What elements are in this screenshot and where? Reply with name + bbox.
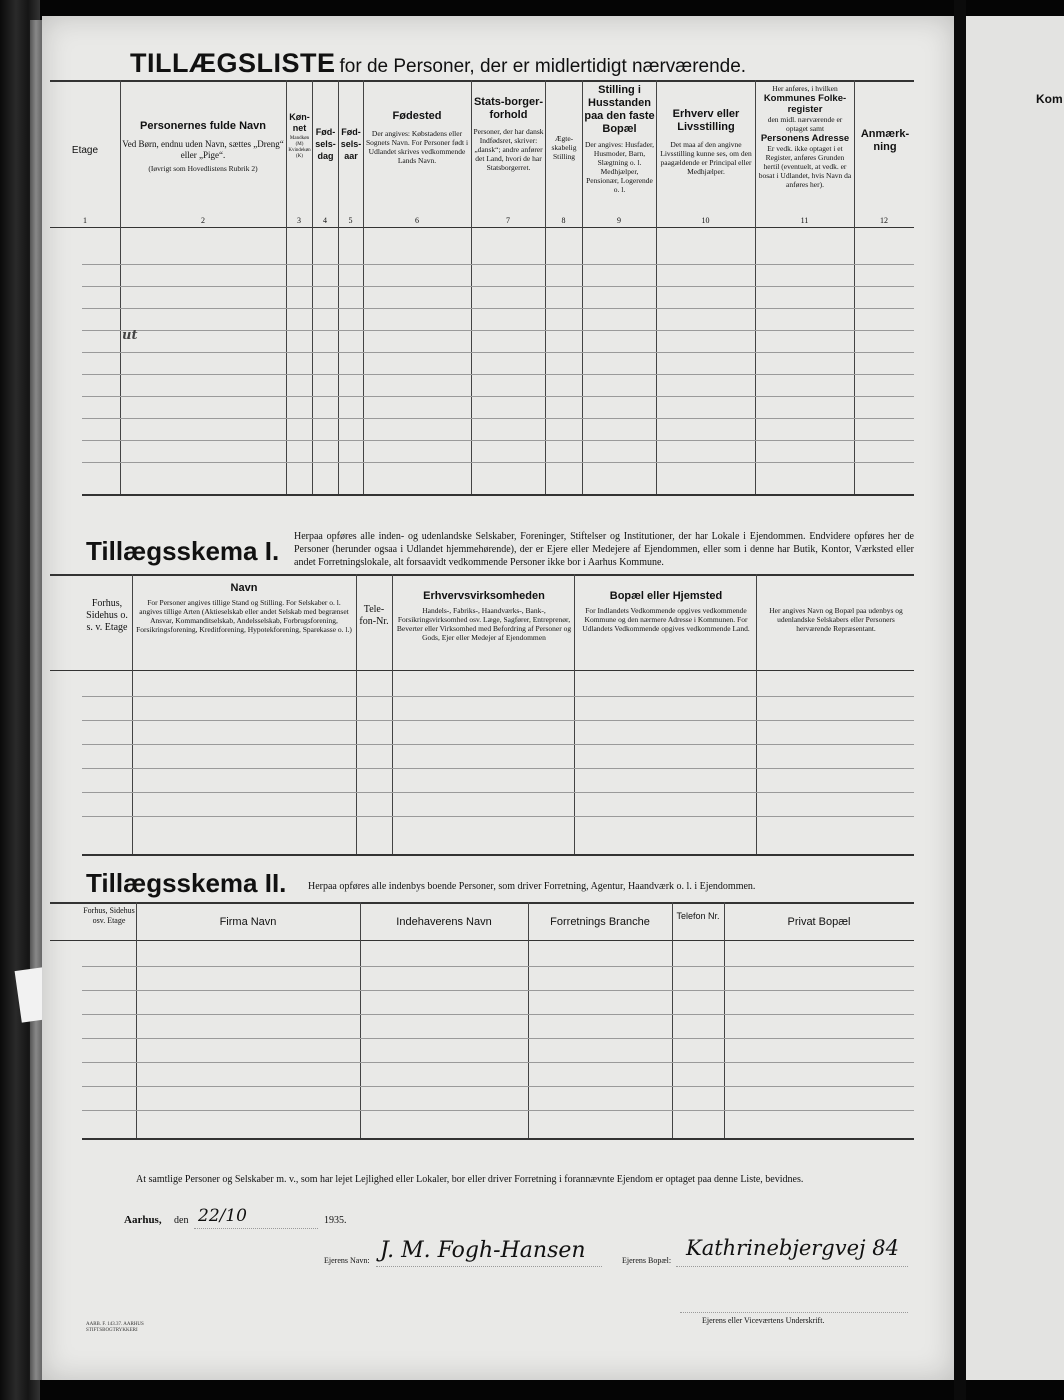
- main-table-bottom: [82, 494, 914, 496]
- col6-header: [365, 110, 469, 165]
- year: 1935.: [324, 1215, 347, 1226]
- col7-sub: Personer, der har dansk Indfødsret, skriver: „dansk“; andre anfører det Land, hvori de har Statsborgerret.: [473, 127, 544, 172]
- col3-sub: Mandkøn (M) Kvindekøn (K): [288, 136, 311, 159]
- col-sep: [756, 574, 757, 854]
- col12-head: Anmærk-ning: [860, 128, 910, 153]
- skema1-intro: Herpaa opføres alle inden- og udenlandske Selskaber, Foreninger, Stiftelser og Institutioner, der har Lokale i Ejendommen. Endvidere opføres her de Personer (herunder ogsaa i Udlandet hjemmehørende), der er Ejere eller Medejere af Ejendommen, eller som i denne har Butik, Kontor, Værksted eller andet Forretningslokale, alt forsaavidt vedkommende Personer ikke bor i Aarhus Kommune.: [294, 531, 914, 568]
- col-sep: [471, 80, 472, 494]
- col11-header: [757, 84, 853, 189]
- skema1-bottom: [82, 854, 914, 856]
- skema2-top: [50, 902, 914, 904]
- owner-name-handwritten: J. M. Fogh-Hansen: [380, 1238, 586, 1263]
- col2-note: (Iøvrigt som Hovedlistens Rubrik 2): [148, 164, 258, 173]
- den-label: den: [174, 1215, 189, 1226]
- col-number: 8: [561, 216, 566, 225]
- col-sep: [582, 80, 583, 494]
- col8-header: [546, 134, 582, 161]
- col-number: 11: [800, 216, 809, 225]
- col-number: 5: [348, 216, 353, 225]
- row-rule: [82, 1014, 914, 1015]
- col2-sub: Ved Børn, endnu uden Navn, sættes „Dreng“ eller „Pige“.: [122, 139, 284, 160]
- col5-head: Fød-sels-aar: [340, 127, 362, 161]
- col11-sub: den midl. nærværende er optaget samt: [767, 115, 843, 133]
- skema2-col3: Indehaverens Navn: [396, 916, 492, 928]
- col2-head: Personernes fulde Navn: [140, 120, 266, 132]
- col-sep: [136, 902, 137, 1138]
- skema1-col5-head: Bopæl eller Hjemsted: [609, 590, 723, 602]
- col-sep: [392, 574, 393, 854]
- col9-sub: Der angives: Husfader, Husmoder, Barn, Slægtning o. l. Medhjælper, Pensionær, Logerende o. l.: [584, 140, 655, 194]
- row-rule: [82, 352, 914, 353]
- col2-header: [122, 120, 284, 173]
- col7-header: [473, 96, 544, 172]
- col10-header: [658, 108, 754, 176]
- skema2-col4: Forretnings Branche: [550, 916, 650, 928]
- row-rule: [82, 308, 914, 309]
- skema1-col4-head: Erhvervsvirksomheden: [423, 590, 545, 602]
- signature-line: [680, 1312, 908, 1313]
- row-rule: [82, 966, 914, 967]
- col-sep: [672, 902, 673, 1138]
- pencil-scribble: ut: [122, 328, 138, 343]
- col-sep: [528, 902, 529, 1138]
- col-number: 3: [297, 216, 301, 225]
- skema1-col2-sub: For Personer angives tillige Stand og Stilling. For Selskaber o. l. angives tillige Arten (Aktieselskab eller andet Selskab med begrænset Ansvar, Kommanditselskab, Andelsselskab, Forbrugsforening, Forsikringsforening, Kreditforening, Hypotekforening, Sparekasse o. l.): [136, 598, 352, 634]
- skema1-header-bottom: [50, 670, 914, 671]
- row-rule: [82, 792, 914, 793]
- col12-header: [856, 128, 914, 154]
- skema1-top: [50, 574, 914, 576]
- skema2-col5: Telefon Nr.: [676, 911, 720, 921]
- col3-header: [287, 112, 312, 160]
- col-sep: [755, 80, 756, 494]
- skema1-col2: [136, 582, 352, 634]
- row-rule: [82, 816, 914, 817]
- col5-header: [339, 126, 363, 162]
- skema2-intro: Herpaa opføres alle indenbys boende Personer, som driver Forretning, Agentur, Haandværk o. l. i Ejendommen.: [308, 881, 756, 892]
- col11-pre: Her anføres, i hvilken: [772, 84, 838, 93]
- owner-name-label: Ejerens Navn:: [324, 1256, 370, 1265]
- col1-head: Etage: [71, 145, 99, 156]
- place-label: Aarhus,: [124, 1214, 162, 1226]
- form-page: [42, 16, 954, 1380]
- col4-head: Fød-sels-dag: [315, 127, 336, 161]
- main-table-top: [50, 80, 914, 82]
- skema1-col2-head: Navn: [230, 582, 258, 594]
- binding-edge: [30, 20, 42, 1380]
- col9-head: Stilling i Husstanden paa den faste Bopæl: [584, 84, 655, 135]
- row-rule: [82, 720, 914, 721]
- col-sep: [132, 574, 133, 854]
- skema2-col2: Firma Navn: [219, 916, 277, 928]
- col-sep: [656, 80, 657, 494]
- skema1-col5-sub: For Indlandets Vedkommende opgives vedkommende Kommune og den nærmere Adresse i Kommunen. For Udlandets Vedkommende opgives vedkommende Land.: [582, 606, 750, 633]
- row-rule: [82, 1110, 914, 1111]
- col8-head: Ægte-skabelig Stilling: [551, 134, 577, 161]
- page-gap: [954, 0, 966, 1400]
- owner-name-line: [376, 1266, 602, 1267]
- skema2-bottom: [82, 1138, 914, 1140]
- col7-head: Stats-borger-forhold: [473, 96, 544, 121]
- row-rule: [82, 696, 914, 697]
- col-number: 12: [880, 216, 888, 225]
- col-number: 2: [201, 216, 205, 225]
- col4-header: [313, 126, 338, 162]
- skema1-col5: [578, 590, 754, 633]
- row-rule: [82, 768, 914, 769]
- col-number: 6: [415, 216, 419, 225]
- title-main: TILLÆGSLISTE: [130, 48, 336, 78]
- col11-head: Kommunes Folke-register: [763, 93, 847, 115]
- skema1-col3: Tele-fon-Nr.: [359, 604, 389, 627]
- date-handwritten: 22/10: [198, 1206, 247, 1226]
- col-sep: [356, 574, 357, 854]
- date-line: [194, 1228, 318, 1229]
- main-table-header-bottom: [50, 227, 914, 228]
- col-number: 10: [701, 216, 710, 225]
- col-sep: [854, 80, 855, 494]
- printer-mark: AARB. F. 143.37. AARHUS STIFTSBOGTRYKKERI: [86, 1322, 144, 1333]
- col-sep: [574, 574, 575, 854]
- page-title: [130, 48, 746, 79]
- row-rule: [82, 330, 914, 331]
- col-number: 9: [617, 216, 621, 225]
- col10-sub: Det maa af den angivne Livsstilling kunne ses, om den paagældende er Principal eller Medhjælper.: [660, 140, 752, 176]
- col-number: 1: [83, 216, 87, 225]
- row-rule: [82, 264, 914, 265]
- row-rule: [82, 286, 914, 287]
- owner-addr-handwritten: Kathrinebjergvej 84: [686, 1236, 899, 1260]
- row-rule: [82, 1062, 914, 1063]
- skema2-col6: Privat Bopæl: [787, 916, 851, 928]
- skema2-col1: Forhus, Sidehus osv. Etage: [83, 906, 135, 925]
- skema1-col1: Forhus, Sidehus o. s. v. Etage: [86, 598, 128, 633]
- row-rule: [82, 1086, 914, 1087]
- skema2-header-bottom: [50, 940, 914, 941]
- skema1-title: Tillægsskema I.: [86, 536, 280, 566]
- col9-header: [584, 84, 655, 194]
- skema1-col6: Her angives Navn og Bopæl paa udenbys og udenlandske Selskabers eller Personers herværende Repræsentant.: [769, 606, 903, 633]
- skema2-title: Tillægsskema II.: [86, 868, 287, 898]
- skema1-col4-sub: Handels-, Fabriks-, Haandværks-, Bank-, Forsikringsvirksomhed osv. Læge, Sagfører, Entreprenør, Beverter eller Virksomhed med Befordring af Personer og Gods, Ejer eller Medejer af Ejendommen: [396, 606, 572, 642]
- col-sep: [360, 902, 361, 1138]
- col-number: 4: [323, 216, 327, 225]
- col3-head: Køn-net: [289, 112, 310, 133]
- next-page-label: Kom: [1036, 92, 1063, 106]
- col11-head2: Personens Adresse: [760, 133, 850, 144]
- col-sep: [120, 80, 121, 494]
- row-rule: [82, 744, 914, 745]
- row-rule: [82, 1038, 914, 1039]
- col6-head: Fødested: [392, 110, 442, 122]
- signature-label: Ejerens eller Viceværtens Underskrift.: [702, 1316, 825, 1325]
- col11-sub2: Er vedk. ikke optaget i et Register, anføres Grunden hertil (eventuelt, at vedk. er bosat i Udlandet, hvis Navn da anføres her).: [758, 144, 852, 189]
- owner-addr-line: [676, 1266, 908, 1267]
- col-sep: [363, 80, 364, 494]
- row-rule: [82, 418, 914, 419]
- row-rule: [82, 990, 914, 991]
- row-rule: [82, 462, 914, 463]
- col-number: 7: [506, 216, 510, 225]
- row-rule: [82, 396, 914, 397]
- declaration: At samtlige Personer og Selskaber m. v., som har lejet Lejlighed eller Lokaler, bor eller driver Forretning i forannævnte Ejendom er optaget paa denne Liste, bevidnes.: [136, 1174, 804, 1185]
- col-sep: [724, 902, 725, 1138]
- next-page: [966, 16, 1064, 1380]
- row-rule: [82, 374, 914, 375]
- title-rest: for de Personer, der er midlertidigt nærværende.: [339, 56, 747, 77]
- col10-head: Erhverv eller Livsstilling: [672, 108, 740, 133]
- skema1-col4: [396, 590, 572, 642]
- col6-sub: Der angives: Købstadens eller Sognets Navn. For Personer født i Udlandet skrives vedkommende Lands Navn.: [365, 129, 469, 165]
- owner-addr-label: Ejerens Bopæl:: [622, 1256, 672, 1265]
- row-rule: [82, 440, 914, 441]
